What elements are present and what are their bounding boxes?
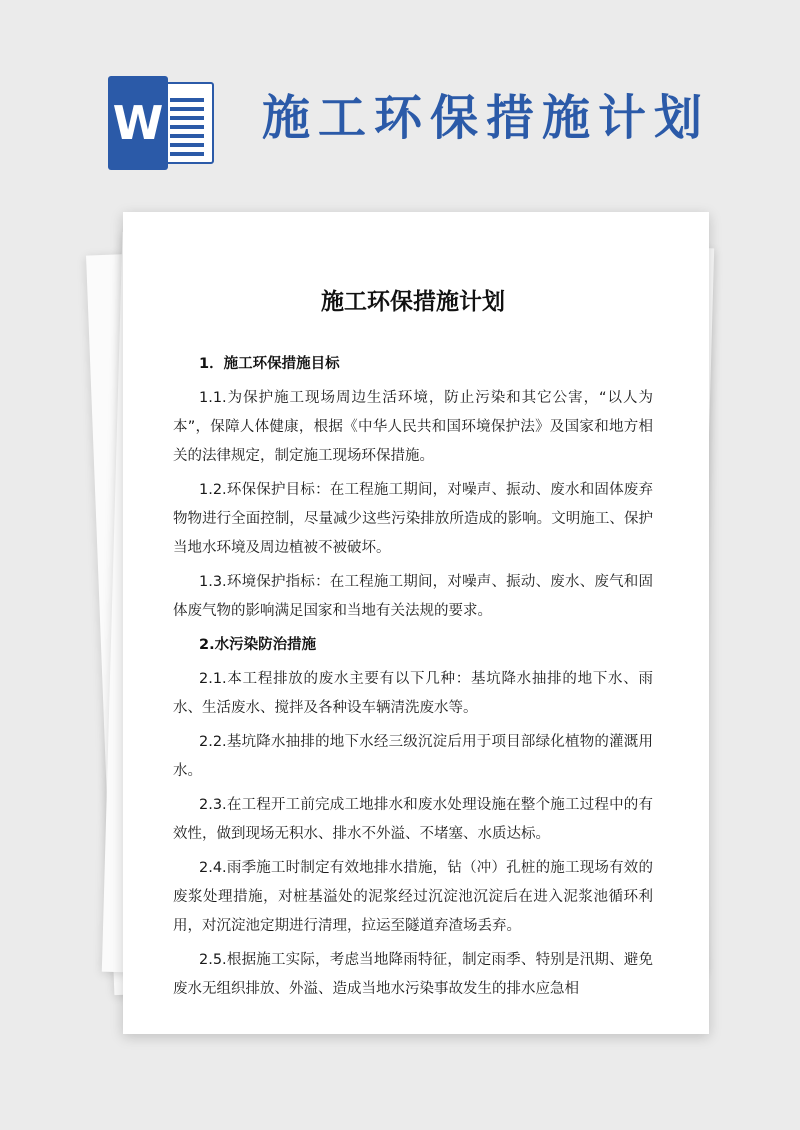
document-page	[123, 212, 709, 1034]
paragraph: 1.1.为保护施工现场周边生活环境，防止污染和其它公害，“以人为本”，保障人体健康，根据《中华人民共和国环境保护法》及国家和地方相关的法律规定，制定施工现场环保措施。	[173, 390, 653, 464]
paragraph: 2.1.本工程排放的废水主要有以下几种：基坑降水抽排的地下水、雨水、生活废水、搅拌及各种设车辆清洗废水等。	[173, 671, 653, 716]
paragraph: 2.5.根据施工实际，考虑当地降雨特征，制定雨季、特别是汛期、避免废水无组织排放、外溢、造成当地水污染事故发生的排水应急相	[173, 952, 653, 997]
word-document-icon	[108, 76, 216, 170]
section-heading: 1．施工环保措施目标	[199, 356, 340, 372]
paragraph: 2.4.雨季施工时制定有效地排水措施，钻（冲）孔桩的施工现场有效的废浆处理措施，对桩基溢处的泥浆经过沉淀池沉淀后在进入泥浆池循环利用，对沉淀池定期进行清理，拉运至隧道弃渣场丢弃。	[173, 860, 653, 934]
word-logo-letter: W	[108, 76, 168, 170]
document-title: 施工环保措施计划	[321, 289, 505, 315]
document-body	[173, 350, 653, 1004]
banner	[0, 0, 800, 210]
paragraph: 1.2.环保保护目标：在工程施工期间，对噪声、振动、废水和固体废弃物物进行全面控制，尽量减少这些污染排放所造成的影响。文明施工、保护当地水环境及周边植被不被破坏。	[173, 482, 653, 556]
paragraph: 2.2.基坑降水抽排的地下水经三级沉淀后用于项目部绿化植物的灌溉用水。	[173, 734, 653, 779]
banner-title: 施工环保措施计划	[262, 90, 711, 146]
section-heading: 2.水污染防治措施	[199, 637, 317, 653]
paragraph: 2.3.在工程开工前完成工地排水和废水处理设施在整个施工过程中的有效性，做到现场无积水、排水不外溢、不堵塞、水质达标。	[173, 797, 653, 842]
paragraph: 1.3.环境保护指标：在工程施工期间，对噪声、振动、废水、废气和固体废气物的影响满足国家和当地有关法规的要求。	[173, 574, 653, 619]
